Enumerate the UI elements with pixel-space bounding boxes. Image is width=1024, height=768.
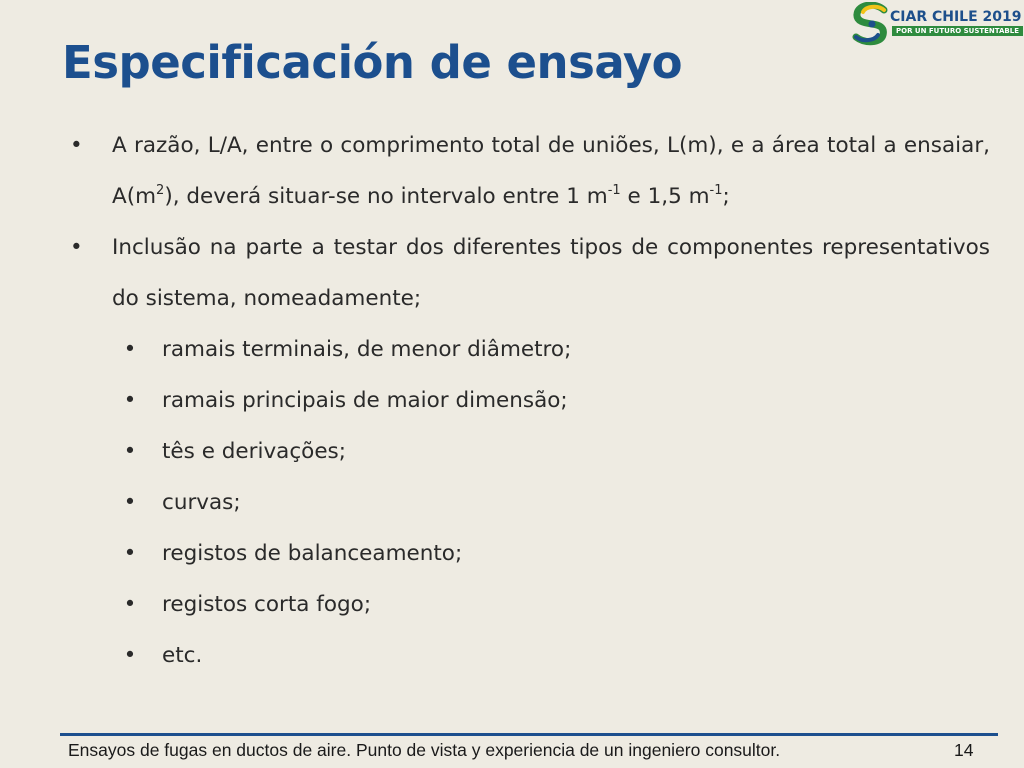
bullet-dot: •: [123, 337, 137, 362]
footer-text: Ensayos de fugas en ductos de aire. Punto de vista y experiencia de un ingeniero consultor.: [68, 740, 781, 760]
bullet-dot: •: [70, 235, 83, 260]
bullet-dot: •: [70, 133, 83, 158]
ciar-s-logo-icon: [852, 2, 890, 46]
sub-bullet-text: registos corta fogo;: [162, 592, 372, 617]
bullet-dot: •: [123, 388, 137, 413]
sub-bullet: [70, 630, 990, 681]
slide-body: [70, 120, 990, 681]
sub-bullet: [70, 426, 990, 477]
bullet-dot: •: [123, 439, 137, 464]
bullet-dot: •: [123, 490, 137, 515]
logo-title: CIAR CHILE 2019: [890, 9, 1022, 25]
sub-bullet: [70, 375, 990, 426]
sub-bullet: [70, 579, 990, 630]
logo-subtitle: POR UN FUTURO SUSTENTABLE: [892, 26, 1023, 36]
sub-bullet: [70, 477, 990, 528]
bullet-dot: •: [123, 643, 137, 668]
sub-bullet: [70, 324, 990, 375]
bullet-components: [70, 222, 990, 324]
sub-bullet-text: etc.: [162, 643, 203, 668]
sub-bullet-text: registos de balanceamento;: [162, 541, 463, 566]
bullet-dot: •: [123, 541, 137, 566]
sub-bullet: [70, 528, 990, 579]
sub-bullet-text: tês e derivações;: [162, 439, 346, 464]
sub-bullet-text: ramais principais de maior dimensão;: [162, 388, 568, 413]
bullet-text: Inclusão na parte a testar dos diferentes tipos de componentes representativos do sistema, nomeadamente;: [112, 235, 990, 311]
page-number: 14: [954, 740, 974, 760]
sub-bullet-text: curvas;: [162, 490, 241, 515]
bullet-dot: •: [123, 592, 137, 617]
ciar-chile-logo: [852, 2, 1022, 48]
slide-title: Especificación de ensayo: [62, 36, 683, 89]
sub-bullet-text: ramais terminais, de menor diâmetro;: [162, 337, 572, 362]
bullet-ratio: [70, 120, 990, 222]
footer-divider: [60, 733, 998, 736]
bullet-text: A razão, L/A, entre o comprimento total de uniões, L(m), e a área total a ensaiar, $A(m^2)$, deverá situar-se no intervalo entre 1 $m^{-1}$ e 1,5 $m^{-1}$;: [112, 133, 990, 209]
